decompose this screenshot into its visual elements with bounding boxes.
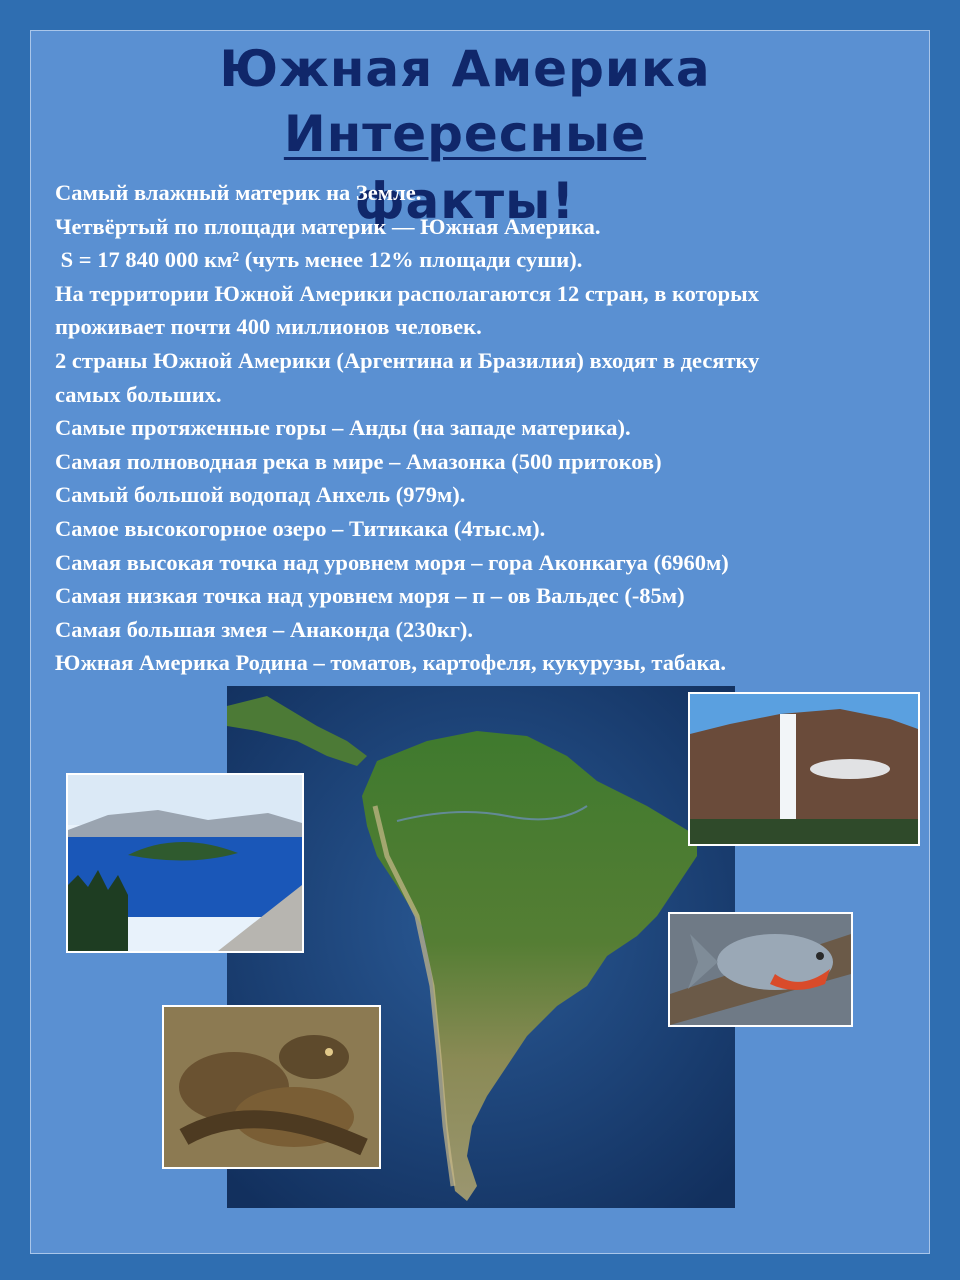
fact-line: Четвёртый по площади материк — Южная Америка. [55, 213, 601, 239]
title-line-1: Южная Америка [219, 40, 711, 98]
waterfall-photo [688, 692, 920, 846]
fact-line: Самая большая змея – Анаконда (230кг). [55, 616, 474, 642]
fact-line: Самое высокогорное озеро – Титикака (4тыс.м). [55, 515, 546, 541]
lake-photo [66, 773, 304, 953]
fact-line: На территории Южной Америки располагаются 12 стран, в которых [55, 280, 759, 306]
facts-list [55, 176, 935, 680]
fact-line: 2 страны Южной Америки (Аргентина и Бразилия) входят в десятку [55, 347, 760, 373]
fact-line: S = 17 840 000 км² (чуть менее 12% площади суши). [55, 247, 583, 273]
fact-line: Самые протяженные горы – Анды (на западе материка). [55, 415, 631, 441]
fact-line: Южная Америка Родина – томатов, картофеля, кукурузы, табака. [55, 650, 726, 676]
fact-line: проживает почти 400 миллионов человек. [55, 314, 482, 340]
fact-line: Самый влажный материк на Земле. [55, 180, 422, 205]
fact-line: Самая низкая точка над уровнем моря – п – ов Вальдес (-85м) [55, 583, 685, 609]
fact-line: Самая высокая точка над уровнем моря – гора Аконкагуа (6960м) [55, 549, 729, 575]
title-line-2: Интересные [283, 105, 647, 163]
title-line-3: факты! [354, 172, 576, 230]
fact-line: Самый большой водопад Анхель (979м). [55, 482, 466, 508]
anaconda-photo [162, 1005, 381, 1169]
fact-line: Самая полноводная река в мире – Амазонка (500 притоков) [55, 448, 662, 474]
piranha-photo [668, 912, 853, 1027]
fact-line: самых больших. [55, 381, 222, 407]
